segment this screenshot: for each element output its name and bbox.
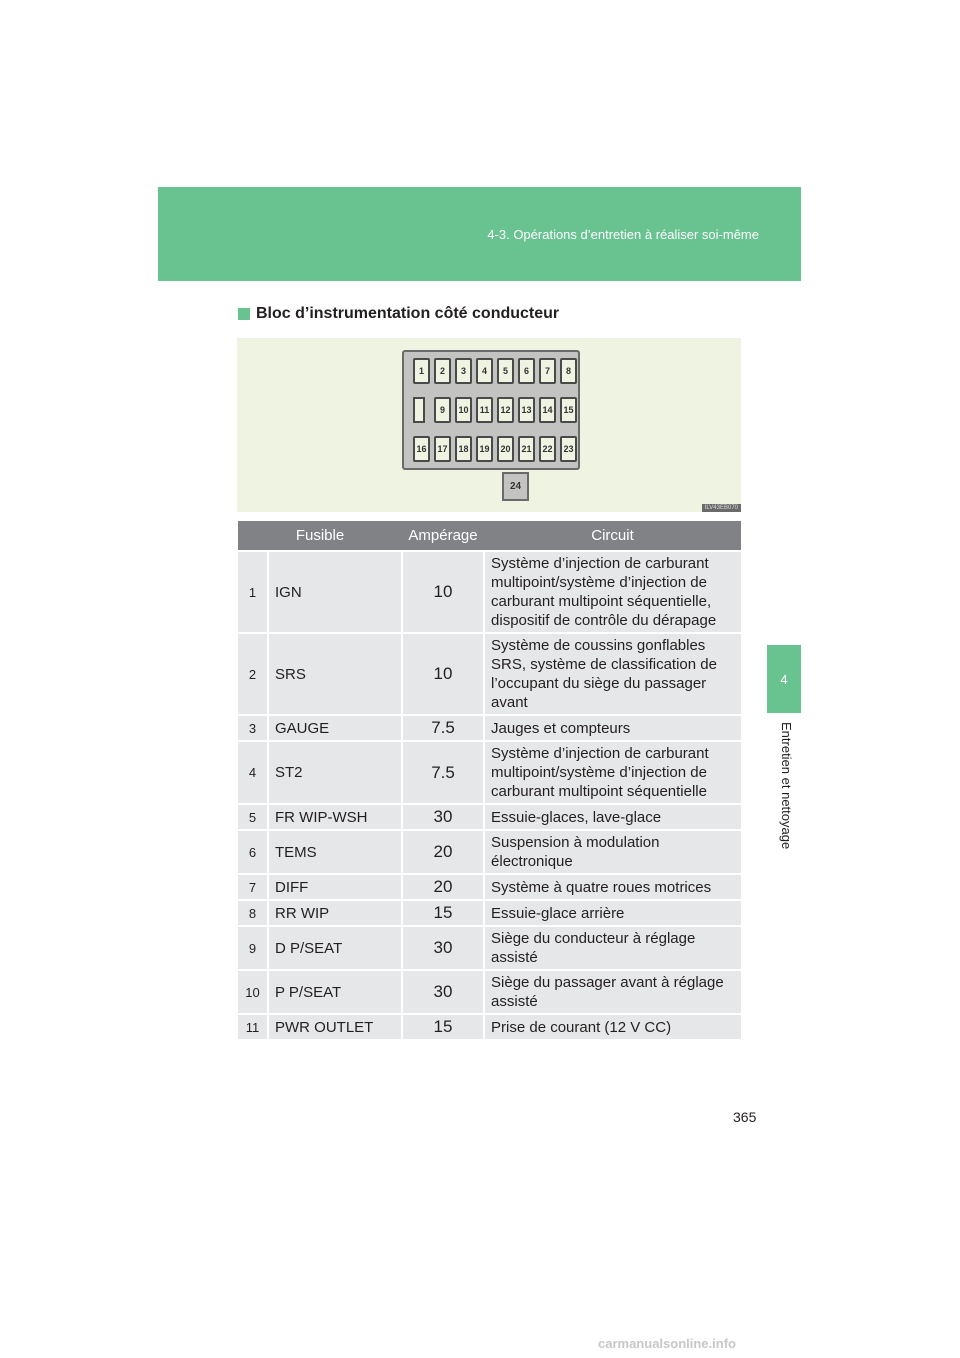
- fuse-number: 7: [238, 874, 268, 900]
- fuse-amperage: 10: [402, 633, 484, 715]
- bullet-square-icon: [238, 308, 250, 320]
- fuse-circuit: Système de coussins gonflables SRS, système de classification de l’occupant du siège du passager avant: [484, 633, 741, 715]
- fuse-circuit: Siège du conducteur à réglage assisté: [484, 926, 741, 970]
- fuse-slot-number: 17: [437, 444, 448, 454]
- fuse-circuit: Système d’injection de carburant multipoint/système d’injection de carburant multipoint séquentielle, dispositif de contrôle du dérapage: [484, 551, 741, 633]
- fuse-slot-number: 22: [542, 444, 553, 454]
- fuse-slot: [455, 358, 472, 384]
- fuse-name: FR WIP-WSH: [268, 804, 402, 830]
- fuse-slot: [497, 397, 514, 423]
- fuse-amperage: 30: [402, 970, 484, 1014]
- fuse-slot-number: 9: [439, 405, 445, 415]
- fuse-circuit: Essuie-glaces, lave-glace: [484, 804, 741, 830]
- fuse-slot-number: 21: [521, 444, 532, 454]
- fuse-name: TEMS: [268, 830, 402, 874]
- fuse-slot: [497, 358, 514, 384]
- fuse-amperage: 30: [402, 804, 484, 830]
- fuse-slot-number: 2: [439, 366, 445, 376]
- fuse-number: 4: [238, 741, 268, 804]
- fuse-box-diagram: [237, 338, 741, 512]
- chapter-tab: 4: [767, 645, 801, 713]
- fuse-slot-number: 11: [479, 405, 490, 415]
- subsection-title: [238, 305, 559, 323]
- fuse-name: DIFF: [268, 874, 402, 900]
- fuse-number: 8: [238, 900, 268, 926]
- fuse-slot: [560, 358, 577, 384]
- fuse-amperage: 15: [402, 1014, 484, 1039]
- fuse-name: PWR OUTLET: [268, 1014, 402, 1039]
- fuse-slot: [560, 436, 577, 462]
- fuse-table: [238, 521, 741, 1039]
- fuse-number: 11: [238, 1014, 268, 1039]
- fuse-slot-number: 13: [521, 405, 532, 415]
- fuse-slot: [518, 436, 535, 462]
- fuse-number: 10: [238, 970, 268, 1014]
- fuse-slot: [413, 358, 430, 384]
- fuse-name: ST2: [268, 741, 402, 804]
- fuse-slot: [434, 436, 451, 462]
- fuse-slot-number: 23: [563, 444, 574, 454]
- fuse-slot: [476, 358, 493, 384]
- fuse-slot: [455, 436, 472, 462]
- fuse-amperage: 30: [402, 926, 484, 970]
- table-header-row: [238, 521, 741, 551]
- wide-fuse-slot: [413, 397, 425, 423]
- fuse-name: GAUGE: [268, 715, 402, 741]
- fuse-amperage: 20: [402, 874, 484, 900]
- fuse-slot-number: 19: [479, 444, 490, 454]
- table-row: [238, 633, 741, 715]
- fuse-slot: [434, 397, 451, 423]
- fuse-name: D P/SEAT: [268, 926, 402, 970]
- table-row: [238, 804, 741, 830]
- fuse-number: 5: [238, 804, 268, 830]
- header-band: [158, 187, 801, 281]
- fuse-slot: [560, 397, 577, 423]
- fuse-slot-number: 16: [416, 444, 427, 454]
- fuse-slot-number: 5: [502, 366, 508, 376]
- fuse-slot: [497, 436, 514, 462]
- fuse-slot-number: 1: [418, 366, 424, 376]
- table-row: [238, 551, 741, 633]
- fuse-name: SRS: [268, 633, 402, 715]
- header-fuse: Fusible: [238, 521, 402, 551]
- fuse-slot-number: 20: [500, 444, 511, 454]
- figure-code: ILV43EB070: [702, 504, 741, 512]
- fuse-name: RR WIP: [268, 900, 402, 926]
- fuse-circuit: Essuie-glace arrière: [484, 900, 741, 926]
- fuse-circuit: Siège du passager avant à réglage assisté: [484, 970, 741, 1014]
- fuse-slot: [518, 397, 535, 423]
- section-title: 4-3. Opérations d’entretien à réaliser soi-même: [487, 227, 759, 242]
- fuse-number: 2: [238, 633, 268, 715]
- fuse-slot-number: 18: [458, 444, 469, 454]
- fuse-slot: [434, 358, 451, 384]
- table-row: [238, 926, 741, 970]
- fuse-slot-number: 8: [565, 366, 571, 376]
- fuse-slot: [518, 358, 535, 384]
- fuse-slot: [476, 397, 493, 423]
- fuse-amperage: 7.5: [402, 715, 484, 741]
- fuse-slot-number: 6: [523, 366, 529, 376]
- table-row: [238, 741, 741, 804]
- fuse-number: 6: [238, 830, 268, 874]
- fuse-slot-number: 10: [458, 405, 469, 415]
- fuse-slot-number: 7: [544, 366, 550, 376]
- fuse-amperage: 20: [402, 830, 484, 874]
- fuse-slot-number: 3: [460, 366, 466, 376]
- fuse-slot: [539, 436, 556, 462]
- fuse-number: 9: [238, 926, 268, 970]
- fuse-amperage: 15: [402, 900, 484, 926]
- table-row: [238, 970, 741, 1014]
- fuse-circuit: Jauges et compteurs: [484, 715, 741, 741]
- fuse-circuit: Système d’injection de carburant multipoint/système d’injection de carburant multipoint séquentielle: [484, 741, 741, 804]
- subsection-title-text: Bloc d’instrumentation côté conducteur: [256, 305, 560, 322]
- table-row: [238, 715, 741, 741]
- table-row: [238, 1014, 741, 1039]
- fuse-box: [402, 350, 580, 470]
- fuse-name: IGN: [268, 551, 402, 633]
- fuse-slot-number: 12: [500, 405, 511, 415]
- fuse-number: 3: [238, 715, 268, 741]
- fuse-circuit: Prise de courant (12 V CC): [484, 1014, 741, 1039]
- fuse-slot-number: 4: [481, 366, 487, 376]
- fuse-slot: [539, 397, 556, 423]
- fuse-24: 24: [502, 472, 529, 501]
- fuse-slot: [455, 397, 472, 423]
- header-circuit: Circuit: [484, 521, 741, 551]
- fuse-circuit: Suspension à modulation électronique: [484, 830, 741, 874]
- page-number: 365: [733, 1109, 757, 1125]
- fuse-slot: [539, 358, 556, 384]
- fuse-amperage: 7.5: [402, 741, 484, 804]
- fuse-circuit: Système à quatre roues motrices: [484, 874, 741, 900]
- fuse-name: P P/SEAT: [268, 970, 402, 1014]
- header-amperage: Ampérage: [402, 521, 484, 551]
- table-row: [238, 900, 741, 926]
- fuse-slot: [476, 436, 493, 462]
- fuse-slot-number: 14: [542, 405, 553, 415]
- fuse-slot-number: 15: [563, 405, 574, 415]
- fuse-amperage: 10: [402, 551, 484, 633]
- chapter-label: Entretien et nettoyage: [779, 722, 794, 850]
- watermark: carmanualsonline.info: [598, 1336, 736, 1351]
- table-row: [238, 874, 741, 900]
- fuse-slot: [413, 436, 430, 462]
- table-row: [238, 830, 741, 874]
- fuse-number: 1: [238, 551, 268, 633]
